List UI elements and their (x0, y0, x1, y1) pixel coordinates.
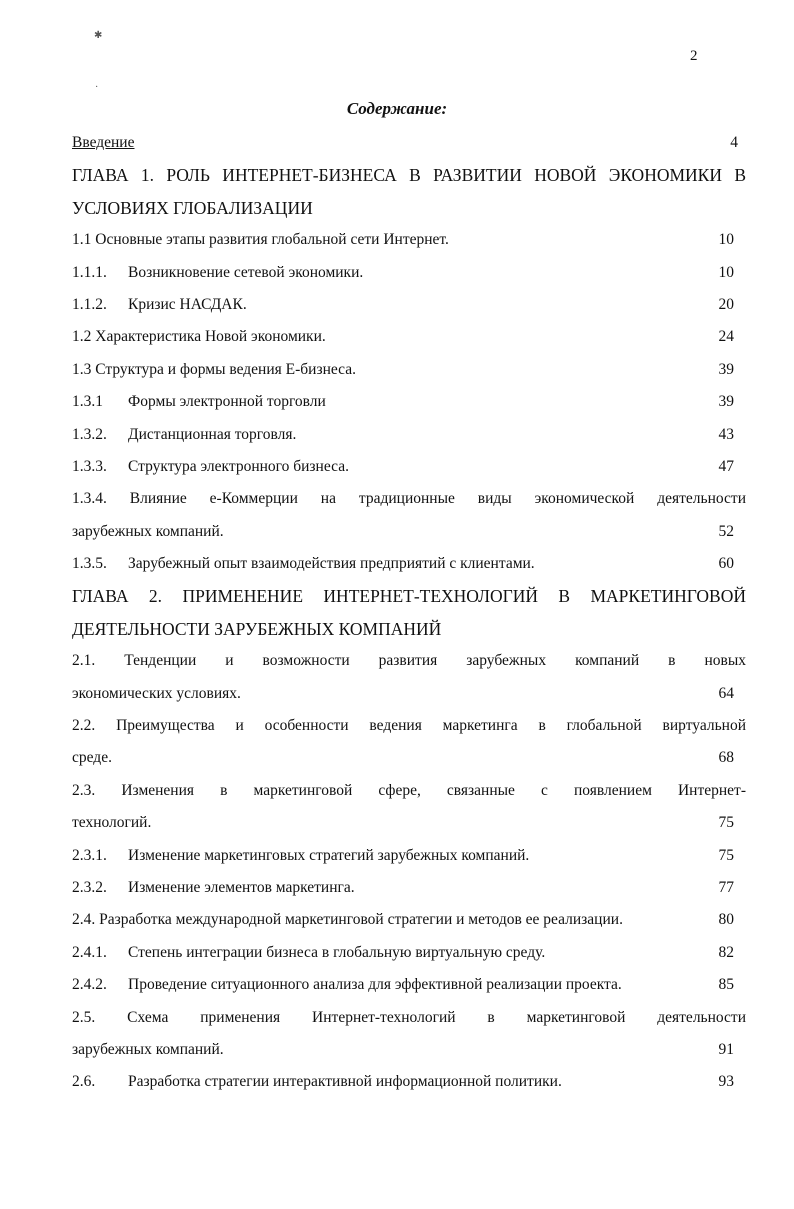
chapter-heading-line: ГЛАВА 2. ПРИМЕНЕНИЕ ИНТЕРНЕТ-ТЕХНОЛОГИЙ В МАРКЕТИНГОВОЙ (72, 586, 746, 607)
toc-entry-label: 1.3 Структура и формы ведения Е-бизнеса. (72, 360, 356, 378)
scan-speck: · (95, 82, 99, 93)
toc-entry-label: Возникновение сетевой экономики. (128, 263, 364, 281)
toc-entry-label: 2.1. Тенденции и возможности развития зарубежных компаний в новых (72, 652, 746, 670)
toc-page-number: 47 (718, 457, 734, 475)
toc-page-number: 10 (718, 263, 734, 281)
page-number: 2 (690, 48, 698, 64)
toc-entry-label: Структура электронного бизнеса. (128, 457, 349, 475)
toc-page-number: 4 (730, 134, 738, 151)
toc-entry-label: зарубежных компаний. (72, 522, 224, 540)
toc-page-number: 80 (718, 911, 734, 929)
toc-entry-number: 2.6. (72, 1073, 96, 1091)
toc-entry-1-3-1[interactable] (72, 388, 746, 420)
toc-entry-label: Проведение ситуационного анализа для эффективной реализации проекта. (128, 976, 622, 994)
chapter-1-heading[interactable] (72, 161, 746, 193)
toc-entry-intro[interactable] (72, 129, 746, 161)
toc-page-number: 24 (718, 328, 734, 346)
toc-entry-label: 1.1 Основные этапы развития глобальной сети Интернет. (72, 231, 449, 249)
toc-entry-label: 2.2. Преимущества и особенности ведения маркетинга в глобальной виртуальной (72, 717, 746, 735)
toc-page-number: 60 (718, 555, 734, 573)
toc-entry-1-3-3[interactable] (72, 453, 746, 485)
toc-entry-label: зарубежных компаний. (72, 1040, 224, 1058)
chapter-1-heading-cont (72, 194, 746, 226)
toc-page-number: 43 (718, 425, 734, 443)
toc-page-number: 39 (718, 360, 734, 378)
toc-entry-1-3-4[interactable] (72, 485, 746, 517)
toc-page-number: 10 (718, 231, 734, 249)
toc-page-number: 77 (718, 878, 734, 896)
toc-page-number: 85 (718, 976, 734, 994)
toc-entry-label: 1.2 Характеристика Новой экономики. (72, 328, 326, 346)
chapter-heading-line: ГЛАВА 1. РОЛЬ ИНТЕРНЕТ-БИЗНЕСА В РАЗВИТИИ НОВОЙ ЭКОНОМИКИ В (72, 165, 746, 186)
toc-entry-2-5[interactable] (72, 1004, 746, 1036)
chapter-heading-line: УСЛОВИЯХ ГЛОБАЛИЗАЦИИ (72, 197, 313, 218)
chapter-2-heading[interactable] (72, 582, 746, 614)
toc-entry-label: Степень интеграции бизнеса в глобальную виртуальную среду. (128, 943, 546, 961)
toc-entry-2-1[interactable] (72, 647, 746, 679)
toc-entry-2-3[interactable] (72, 777, 746, 809)
toc-page-number: 52 (718, 522, 734, 540)
toc-entry-1-3-5[interactable] (72, 550, 746, 582)
toc-entry-2-2-cont (72, 744, 746, 776)
toc-entry-number: 2.3.1. (72, 846, 107, 864)
toc-title: Содержание: (346, 99, 448, 118)
toc-entry-1-3-4-cont (72, 518, 746, 550)
toc-entry-2-4[interactable] (72, 906, 746, 938)
toc-entry-1-3[interactable] (72, 356, 746, 388)
toc-entry-2-4-2[interactable] (72, 971, 746, 1003)
toc-entry-2-3-cont (72, 809, 746, 841)
toc-entry-label: Формы электронной торговли (128, 393, 326, 411)
toc-entry-number: 2.4.1. (72, 943, 107, 961)
toc-entry-label: Дистанционная торговля. (128, 425, 297, 443)
toc-entry-1-1[interactable] (72, 226, 746, 258)
toc-page-number: 82 (718, 943, 734, 961)
toc-page-number: 93 (718, 1073, 734, 1091)
toc-entry-number: 1.3.3. (72, 457, 107, 475)
toc-entry-2-3-2[interactable] (72, 874, 746, 906)
toc-entry-label: 2.3. Изменения в маркетинговой сфере, связанные с появлением Интернет- (72, 781, 746, 799)
toc-entry-number: 2.4.2. (72, 976, 107, 994)
toc-entry-label: экономических условиях. (72, 684, 241, 702)
toc-entry-2-3-1[interactable] (72, 842, 746, 874)
toc-page-number: 75 (718, 814, 734, 832)
toc-page-number: 39 (718, 393, 734, 411)
toc-page-number: 20 (718, 295, 734, 313)
toc-entry-1-1-2[interactable] (72, 291, 746, 323)
toc-entry-label: Изменение маркетинговых стратегий зарубежных компаний. (128, 846, 530, 864)
toc-entry-2-6[interactable] (72, 1068, 746, 1100)
toc-page-number: 75 (718, 846, 734, 864)
toc-entry-1-2[interactable] (72, 323, 746, 355)
toc-page-number: 91 (718, 1040, 734, 1058)
toc-entry-label: Разработка стратегии интерактивной информационной политики. (128, 1073, 562, 1091)
chapter-2-heading-cont (72, 615, 746, 647)
toc-page-number: 68 (718, 749, 734, 767)
toc-entry-label: 1.3.4. Влияние е-Коммерции на традиционные виды экономической деятельности (72, 490, 746, 508)
toc-entry-2-4-1[interactable] (72, 939, 746, 971)
toc-entry-label: среде. (72, 749, 112, 767)
toc-entry-number: 1.1.1. (72, 263, 107, 281)
toc-entry-2-1-cont (72, 680, 746, 712)
toc-entry-number: 1.3.2. (72, 425, 107, 443)
toc-entry-number: 2.3.2. (72, 878, 107, 896)
toc-entry-number: 1.1.2. (72, 295, 107, 313)
toc-entry-2-5-cont (72, 1036, 746, 1068)
toc-entry-label: Кризис НАСДАК. (128, 295, 247, 313)
scan-speck: ✱ (94, 30, 103, 41)
toc-entry-label: 2.4. Разработка международной маркетинговой стратегии и методов ее реализации. (72, 911, 623, 929)
toc-entry-number: 1.3.5. (72, 555, 107, 573)
toc-page-number: 64 (718, 684, 734, 702)
toc-entry-label: технологий. (72, 814, 152, 832)
chapter-heading-line: ДЕЯТЕЛЬНОСТИ ЗАРУБЕЖНЫХ КОМПАНИЙ (72, 618, 442, 639)
toc-entry-number: 1.3.1 (72, 393, 103, 411)
toc-entry-1-3-2[interactable] (72, 421, 746, 453)
toc-entry-2-2[interactable] (72, 712, 746, 744)
toc-entry-label: Введение (72, 134, 135, 151)
toc-entry-label: Зарубежный опыт взаимодействия предприятий с клиентами. (128, 555, 535, 573)
toc-entry-1-1-1[interactable] (72, 259, 746, 291)
toc-entry-label: Изменение элементов маркетинга. (128, 878, 355, 896)
toc-entry-label: 2.5. Схема применения Интернет-технологий в маркетинговой деятельности (72, 1008, 746, 1026)
table-of-contents (72, 129, 746, 1101)
